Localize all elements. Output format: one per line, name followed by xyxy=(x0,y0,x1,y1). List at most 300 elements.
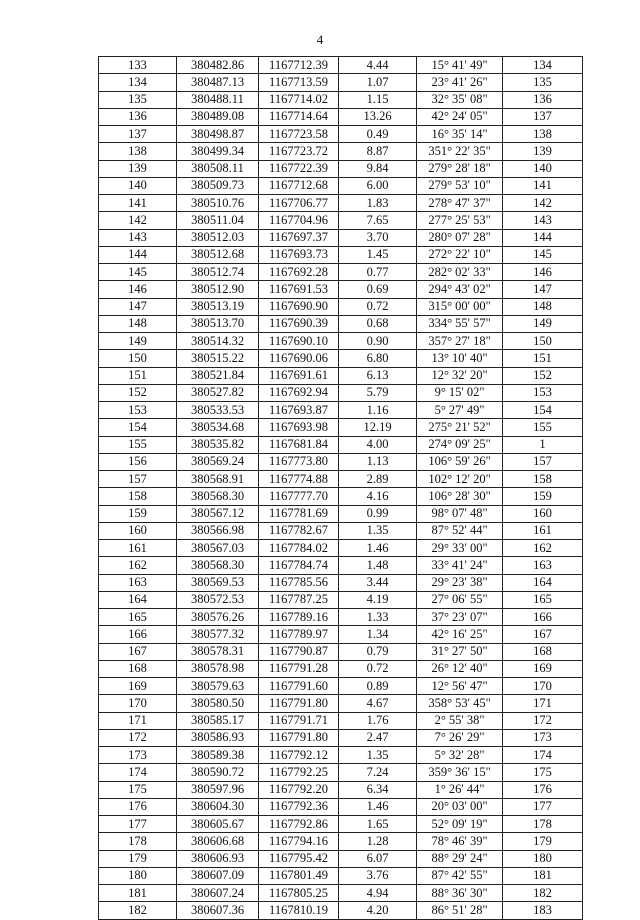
table-row xyxy=(99,91,583,108)
y-coordinate-cell: 1167791.80 xyxy=(259,729,339,746)
next-point-cell: 134 xyxy=(503,57,583,74)
direction-angle-cell: 102° 12' 20" xyxy=(417,471,503,488)
next-point-cell: 165 xyxy=(503,591,583,608)
x-coordinate-cell: 380586.93 xyxy=(177,729,259,746)
next-point-cell: 162 xyxy=(503,540,583,557)
point-number-cell: 165 xyxy=(99,609,177,626)
distance-cell: 2.89 xyxy=(339,471,417,488)
y-coordinate-cell: 1167801.49 xyxy=(259,867,339,884)
y-coordinate-cell: 1167785.56 xyxy=(259,574,339,591)
direction-angle-cell: 29° 23' 38" xyxy=(417,574,503,591)
direction-angle-cell: 27° 06' 55" xyxy=(417,591,503,608)
next-point-cell: 155 xyxy=(503,419,583,436)
y-coordinate-cell: 1167810.19 xyxy=(259,902,339,919)
table-row xyxy=(99,246,583,263)
distance-cell: 9.84 xyxy=(339,160,417,177)
x-coordinate-cell: 380577.32 xyxy=(177,626,259,643)
next-point-cell: 141 xyxy=(503,177,583,194)
next-point-cell: 181 xyxy=(503,867,583,884)
table-row xyxy=(99,57,583,74)
next-point-cell: 166 xyxy=(503,609,583,626)
point-number-cell: 144 xyxy=(99,246,177,263)
direction-angle-cell: 279° 53' 10" xyxy=(417,177,503,194)
x-coordinate-cell: 380514.32 xyxy=(177,333,259,350)
point-number-cell: 172 xyxy=(99,729,177,746)
next-point-cell: 138 xyxy=(503,126,583,143)
y-coordinate-cell: 1167792.86 xyxy=(259,816,339,833)
point-number-cell: 142 xyxy=(99,212,177,229)
next-point-cell: 153 xyxy=(503,384,583,401)
x-coordinate-cell: 380580.50 xyxy=(177,695,259,712)
table-row xyxy=(99,522,583,539)
y-coordinate-cell: 1167681.84 xyxy=(259,436,339,453)
distance-cell: 6.13 xyxy=(339,367,417,384)
direction-angle-cell: 351° 22' 35" xyxy=(417,143,503,160)
direction-angle-cell: 42° 24' 05" xyxy=(417,108,503,125)
direction-angle-cell: 20° 03' 00" xyxy=(417,798,503,815)
next-point-cell: 179 xyxy=(503,833,583,850)
direction-angle-cell: 282° 02' 33" xyxy=(417,264,503,281)
next-point-cell: 149 xyxy=(503,315,583,332)
y-coordinate-cell: 1167691.61 xyxy=(259,367,339,384)
table-row xyxy=(99,505,583,522)
x-coordinate-cell: 380606.93 xyxy=(177,850,259,867)
x-coordinate-cell: 380568.30 xyxy=(177,488,259,505)
direction-angle-cell: 358° 53' 45" xyxy=(417,695,503,712)
next-point-cell: 161 xyxy=(503,522,583,539)
next-point-cell: 147 xyxy=(503,281,583,298)
next-point-cell: 159 xyxy=(503,488,583,505)
table-row xyxy=(99,229,583,246)
next-point-cell: 172 xyxy=(503,712,583,729)
distance-cell: 0.68 xyxy=(339,315,417,332)
table-row xyxy=(99,195,583,212)
next-point-cell: 143 xyxy=(503,212,583,229)
next-point-cell: 177 xyxy=(503,798,583,815)
next-point-cell: 146 xyxy=(503,264,583,281)
y-coordinate-cell: 1167792.12 xyxy=(259,747,339,764)
direction-angle-cell: 359° 36' 15" xyxy=(417,764,503,781)
direction-angle-cell: 277° 25' 53" xyxy=(417,212,503,229)
distance-cell: 0.72 xyxy=(339,298,417,315)
x-coordinate-cell: 380508.11 xyxy=(177,160,259,177)
distance-cell: 3.70 xyxy=(339,229,417,246)
direction-angle-cell: 12° 56' 47" xyxy=(417,678,503,695)
table-row xyxy=(99,626,583,643)
y-coordinate-cell: 1167693.98 xyxy=(259,419,339,436)
distance-cell: 1.46 xyxy=(339,540,417,557)
table-row xyxy=(99,402,583,419)
next-point-cell: 157 xyxy=(503,453,583,470)
distance-cell: 1.65 xyxy=(339,816,417,833)
direction-angle-cell: 52° 09' 19" xyxy=(417,816,503,833)
distance-cell: 1.16 xyxy=(339,402,417,419)
coordinates-table xyxy=(98,56,583,920)
distance-cell: 1.35 xyxy=(339,747,417,764)
direction-angle-cell: 278° 47' 37" xyxy=(417,195,503,212)
direction-angle-cell: 87° 42' 55" xyxy=(417,867,503,884)
direction-angle-cell: 1° 26' 44" xyxy=(417,781,503,798)
y-coordinate-cell: 1167693.87 xyxy=(259,402,339,419)
y-coordinate-cell: 1167690.39 xyxy=(259,315,339,332)
next-point-cell: 167 xyxy=(503,626,583,643)
direction-angle-cell: 32° 35' 08" xyxy=(417,91,503,108)
x-coordinate-cell: 380487.13 xyxy=(177,74,259,91)
table-row xyxy=(99,678,583,695)
y-coordinate-cell: 1167690.90 xyxy=(259,298,339,315)
distance-cell: 6.07 xyxy=(339,850,417,867)
direction-angle-cell: 7° 26' 29" xyxy=(417,729,503,746)
point-number-cell: 171 xyxy=(99,712,177,729)
point-number-cell: 158 xyxy=(99,488,177,505)
table-row xyxy=(99,867,583,884)
x-coordinate-cell: 380512.03 xyxy=(177,229,259,246)
table-row xyxy=(99,126,583,143)
point-number-cell: 147 xyxy=(99,298,177,315)
table-row xyxy=(99,609,583,626)
table-row xyxy=(99,816,583,833)
point-number-cell: 137 xyxy=(99,126,177,143)
distance-cell: 0.89 xyxy=(339,678,417,695)
x-coordinate-cell: 380512.90 xyxy=(177,281,259,298)
direction-angle-cell: 5° 32' 28" xyxy=(417,747,503,764)
y-coordinate-cell: 1167692.28 xyxy=(259,264,339,281)
distance-cell: 4.19 xyxy=(339,591,417,608)
y-coordinate-cell: 1167795.42 xyxy=(259,850,339,867)
x-coordinate-cell: 380607.24 xyxy=(177,885,259,902)
y-coordinate-cell: 1167789.97 xyxy=(259,626,339,643)
table-row xyxy=(99,436,583,453)
direction-angle-cell: 9° 15' 02" xyxy=(417,384,503,401)
point-number-cell: 180 xyxy=(99,867,177,884)
next-point-cell: 142 xyxy=(503,195,583,212)
point-number-cell: 179 xyxy=(99,850,177,867)
x-coordinate-cell: 380569.24 xyxy=(177,453,259,470)
x-coordinate-cell: 380567.12 xyxy=(177,505,259,522)
x-coordinate-cell: 380606.68 xyxy=(177,833,259,850)
x-coordinate-cell: 380512.68 xyxy=(177,246,259,263)
x-coordinate-cell: 380572.53 xyxy=(177,591,259,608)
point-number-cell: 157 xyxy=(99,471,177,488)
table-row xyxy=(99,885,583,902)
x-coordinate-cell: 380535.82 xyxy=(177,436,259,453)
table-row xyxy=(99,281,583,298)
direction-angle-cell: 26° 12' 40" xyxy=(417,660,503,677)
distance-cell: 0.90 xyxy=(339,333,417,350)
x-coordinate-cell: 380513.70 xyxy=(177,315,259,332)
next-point-cell: 144 xyxy=(503,229,583,246)
distance-cell: 6.34 xyxy=(339,781,417,798)
table-row xyxy=(99,747,583,764)
direction-angle-cell: 29° 33' 00" xyxy=(417,540,503,557)
direction-angle-cell: 2° 55' 38" xyxy=(417,712,503,729)
direction-angle-cell: 13° 10' 40" xyxy=(417,350,503,367)
y-coordinate-cell: 1167792.20 xyxy=(259,781,339,798)
distance-cell: 7.24 xyxy=(339,764,417,781)
point-number-cell: 134 xyxy=(99,74,177,91)
direction-angle-cell: 280° 07' 28" xyxy=(417,229,503,246)
table-row xyxy=(99,712,583,729)
next-point-cell: 171 xyxy=(503,695,583,712)
table-row xyxy=(99,643,583,660)
point-number-cell: 181 xyxy=(99,885,177,902)
direction-angle-cell: 31° 27' 50" xyxy=(417,643,503,660)
distance-cell: 1.33 xyxy=(339,609,417,626)
next-point-cell: 180 xyxy=(503,850,583,867)
x-coordinate-cell: 380607.09 xyxy=(177,867,259,884)
x-coordinate-cell: 380604.30 xyxy=(177,798,259,815)
table-row xyxy=(99,574,583,591)
next-point-cell: 139 xyxy=(503,143,583,160)
y-coordinate-cell: 1167714.64 xyxy=(259,108,339,125)
next-point-cell: 173 xyxy=(503,729,583,746)
y-coordinate-cell: 1167792.36 xyxy=(259,798,339,815)
point-number-cell: 177 xyxy=(99,816,177,833)
distance-cell: 0.49 xyxy=(339,126,417,143)
next-point-cell: 183 xyxy=(503,902,583,919)
table-row xyxy=(99,660,583,677)
point-number-cell: 150 xyxy=(99,350,177,367)
y-coordinate-cell: 1167704.96 xyxy=(259,212,339,229)
direction-angle-cell: 106° 28' 30" xyxy=(417,488,503,505)
x-coordinate-cell: 380576.26 xyxy=(177,609,259,626)
x-coordinate-cell: 380515.22 xyxy=(177,350,259,367)
direction-angle-cell: 12° 32' 20" xyxy=(417,367,503,384)
point-number-cell: 176 xyxy=(99,798,177,815)
y-coordinate-cell: 1167713.59 xyxy=(259,74,339,91)
y-coordinate-cell: 1167723.72 xyxy=(259,143,339,160)
direction-angle-cell: 88° 29' 24" xyxy=(417,850,503,867)
next-point-cell: 182 xyxy=(503,885,583,902)
y-coordinate-cell: 1167777.70 xyxy=(259,488,339,505)
x-coordinate-cell: 380568.91 xyxy=(177,471,259,488)
point-number-cell: 164 xyxy=(99,591,177,608)
distance-cell: 1.07 xyxy=(339,74,417,91)
y-coordinate-cell: 1167787.25 xyxy=(259,591,339,608)
direction-angle-cell: 5° 27' 49" xyxy=(417,402,503,419)
table-row xyxy=(99,212,583,229)
next-point-cell: 176 xyxy=(503,781,583,798)
direction-angle-cell: 87° 52' 44" xyxy=(417,522,503,539)
y-coordinate-cell: 1167690.06 xyxy=(259,350,339,367)
point-number-cell: 161 xyxy=(99,540,177,557)
distance-cell: 0.99 xyxy=(339,505,417,522)
x-coordinate-cell: 380607.36 xyxy=(177,902,259,919)
point-number-cell: 166 xyxy=(99,626,177,643)
point-number-cell: 159 xyxy=(99,505,177,522)
x-coordinate-cell: 380597.96 xyxy=(177,781,259,798)
table-row xyxy=(99,695,583,712)
direction-angle-cell: 294° 43' 02" xyxy=(417,281,503,298)
point-number-cell: 146 xyxy=(99,281,177,298)
point-number-cell: 148 xyxy=(99,315,177,332)
distance-cell: 0.72 xyxy=(339,660,417,677)
y-coordinate-cell: 1167774.88 xyxy=(259,471,339,488)
distance-cell: 1.28 xyxy=(339,833,417,850)
direction-angle-cell: 78° 46' 39" xyxy=(417,833,503,850)
point-number-cell: 149 xyxy=(99,333,177,350)
point-number-cell: 155 xyxy=(99,436,177,453)
distance-cell: 12.19 xyxy=(339,419,417,436)
table-row xyxy=(99,384,583,401)
y-coordinate-cell: 1167690.10 xyxy=(259,333,339,350)
point-number-cell: 156 xyxy=(99,453,177,470)
x-coordinate-cell: 380510.76 xyxy=(177,195,259,212)
distance-cell: 6.80 xyxy=(339,350,417,367)
next-point-cell: 169 xyxy=(503,660,583,677)
distance-cell: 1.34 xyxy=(339,626,417,643)
distance-cell: 2.47 xyxy=(339,729,417,746)
table-row xyxy=(99,315,583,332)
next-point-cell: 164 xyxy=(503,574,583,591)
y-coordinate-cell: 1167791.80 xyxy=(259,695,339,712)
distance-cell: 4.20 xyxy=(339,902,417,919)
table-row xyxy=(99,367,583,384)
y-coordinate-cell: 1167789.16 xyxy=(259,609,339,626)
point-number-cell: 170 xyxy=(99,695,177,712)
y-coordinate-cell: 1167784.74 xyxy=(259,557,339,574)
coordinates-table-body xyxy=(99,57,583,920)
y-coordinate-cell: 1167805.25 xyxy=(259,885,339,902)
point-number-cell: 169 xyxy=(99,678,177,695)
point-number-cell: 152 xyxy=(99,384,177,401)
next-point-cell: 158 xyxy=(503,471,583,488)
point-number-cell: 174 xyxy=(99,764,177,781)
y-coordinate-cell: 1167791.71 xyxy=(259,712,339,729)
x-coordinate-cell: 380569.53 xyxy=(177,574,259,591)
table-row xyxy=(99,471,583,488)
direction-angle-cell: 15° 41' 49" xyxy=(417,57,503,74)
x-coordinate-cell: 380512.74 xyxy=(177,264,259,281)
x-coordinate-cell: 380566.98 xyxy=(177,522,259,539)
direction-angle-cell: 279° 28' 18" xyxy=(417,160,503,177)
next-point-cell: 154 xyxy=(503,402,583,419)
point-number-cell: 139 xyxy=(99,160,177,177)
distance-cell: 4.16 xyxy=(339,488,417,505)
distance-cell: 8.87 xyxy=(339,143,417,160)
x-coordinate-cell: 380482.86 xyxy=(177,57,259,74)
direction-angle-cell: 88° 36' 30" xyxy=(417,885,503,902)
y-coordinate-cell: 1167790.87 xyxy=(259,643,339,660)
point-number-cell: 133 xyxy=(99,57,177,74)
table-row xyxy=(99,764,583,781)
direction-angle-cell: 16° 35' 14" xyxy=(417,126,503,143)
distance-cell: 1.83 xyxy=(339,195,417,212)
point-number-cell: 182 xyxy=(99,902,177,919)
point-number-cell: 136 xyxy=(99,108,177,125)
table-row xyxy=(99,540,583,557)
table-row xyxy=(99,333,583,350)
y-coordinate-cell: 1167714.02 xyxy=(259,91,339,108)
x-coordinate-cell: 380578.98 xyxy=(177,660,259,677)
table-row xyxy=(99,781,583,798)
distance-cell: 4.94 xyxy=(339,885,417,902)
y-coordinate-cell: 1167712.68 xyxy=(259,177,339,194)
point-number-cell: 138 xyxy=(99,143,177,160)
point-number-cell: 140 xyxy=(99,177,177,194)
direction-angle-cell: 315° 00' 00" xyxy=(417,298,503,315)
direction-angle-cell: 33° 41' 24" xyxy=(417,557,503,574)
distance-cell: 3.44 xyxy=(339,574,417,591)
next-point-cell: 135 xyxy=(503,74,583,91)
next-point-cell: 163 xyxy=(503,557,583,574)
point-number-cell: 145 xyxy=(99,264,177,281)
point-number-cell: 143 xyxy=(99,229,177,246)
table-row xyxy=(99,177,583,194)
distance-cell: 1.15 xyxy=(339,91,417,108)
y-coordinate-cell: 1167723.58 xyxy=(259,126,339,143)
point-number-cell: 141 xyxy=(99,195,177,212)
x-coordinate-cell: 380511.04 xyxy=(177,212,259,229)
y-coordinate-cell: 1167692.94 xyxy=(259,384,339,401)
distance-cell: 0.77 xyxy=(339,264,417,281)
x-coordinate-cell: 380509.73 xyxy=(177,177,259,194)
y-coordinate-cell: 1167792.25 xyxy=(259,764,339,781)
point-number-cell: 178 xyxy=(99,833,177,850)
x-coordinate-cell: 380488.11 xyxy=(177,91,259,108)
x-coordinate-cell: 380489.08 xyxy=(177,108,259,125)
point-number-cell: 167 xyxy=(99,643,177,660)
next-point-cell: 1 xyxy=(503,436,583,453)
distance-cell: 1.76 xyxy=(339,712,417,729)
next-point-cell: 140 xyxy=(503,160,583,177)
table-row xyxy=(99,74,583,91)
distance-cell: 0.69 xyxy=(339,281,417,298)
point-number-cell: 153 xyxy=(99,402,177,419)
y-coordinate-cell: 1167784.02 xyxy=(259,540,339,557)
x-coordinate-cell: 380605.67 xyxy=(177,816,259,833)
y-coordinate-cell: 1167722.39 xyxy=(259,160,339,177)
distance-cell: 1.45 xyxy=(339,246,417,263)
table-row xyxy=(99,488,583,505)
page-number: 4 xyxy=(316,32,324,47)
distance-cell: 5.79 xyxy=(339,384,417,401)
table-row xyxy=(99,264,583,281)
y-coordinate-cell: 1167781.69 xyxy=(259,505,339,522)
direction-angle-cell: 274° 09' 25" xyxy=(417,436,503,453)
table-row xyxy=(99,108,583,125)
y-coordinate-cell: 1167794.16 xyxy=(259,833,339,850)
distance-cell: 1.46 xyxy=(339,798,417,815)
x-coordinate-cell: 380578.31 xyxy=(177,643,259,660)
distance-cell: 4.00 xyxy=(339,436,417,453)
distance-cell: 3.76 xyxy=(339,867,417,884)
table-row xyxy=(99,350,583,367)
next-point-cell: 136 xyxy=(503,91,583,108)
next-point-cell: 150 xyxy=(503,333,583,350)
next-point-cell: 160 xyxy=(503,505,583,522)
direction-angle-cell: 42° 16' 25" xyxy=(417,626,503,643)
point-number-cell: 160 xyxy=(99,522,177,539)
point-number-cell: 175 xyxy=(99,781,177,798)
x-coordinate-cell: 380534.68 xyxy=(177,419,259,436)
next-point-cell: 137 xyxy=(503,108,583,125)
direction-angle-cell: 98° 07' 48" xyxy=(417,505,503,522)
x-coordinate-cell: 380527.82 xyxy=(177,384,259,401)
table-row xyxy=(99,902,583,919)
next-point-cell: 178 xyxy=(503,816,583,833)
y-coordinate-cell: 1167691.53 xyxy=(259,281,339,298)
y-coordinate-cell: 1167791.28 xyxy=(259,660,339,677)
table-row xyxy=(99,557,583,574)
y-coordinate-cell: 1167791.60 xyxy=(259,678,339,695)
y-coordinate-cell: 1167712.39 xyxy=(259,57,339,74)
distance-cell: 1.35 xyxy=(339,522,417,539)
table-row xyxy=(99,833,583,850)
x-coordinate-cell: 380498.87 xyxy=(177,126,259,143)
table-row xyxy=(99,591,583,608)
point-number-cell: 162 xyxy=(99,557,177,574)
